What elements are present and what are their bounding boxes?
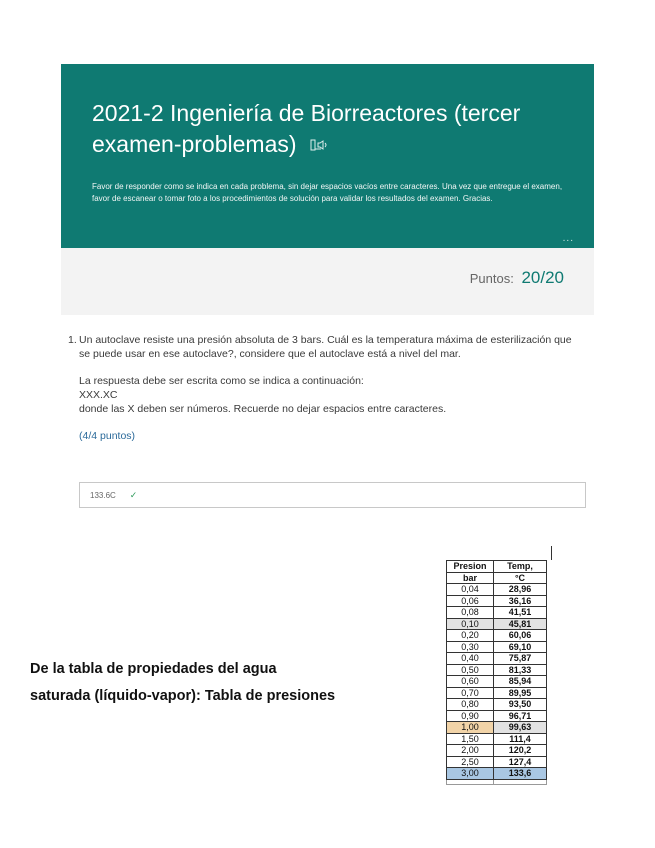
table-row bbox=[447, 584, 547, 596]
pressure-cell: 0,90 bbox=[447, 710, 494, 722]
table-row bbox=[447, 722, 547, 734]
pressure-cell: 0,20 bbox=[447, 630, 494, 642]
table-row bbox=[447, 595, 547, 607]
form-title bbox=[92, 98, 562, 161]
temp-cell: 120,2 bbox=[494, 745, 547, 757]
temp-cell: 28,96 bbox=[494, 584, 547, 596]
score-display bbox=[470, 268, 564, 288]
pressure-cell: 1,50 bbox=[447, 733, 494, 745]
temp-cell: 81,33 bbox=[494, 664, 547, 676]
answer-field[interactable] bbox=[79, 482, 586, 508]
table-row bbox=[447, 699, 547, 711]
temp-cell: 69,10 bbox=[494, 641, 547, 653]
table-row bbox=[447, 630, 547, 642]
question-instruction: La respuesta debe ser escrita como se indica a continuación: bbox=[79, 375, 364, 387]
temp-cell: 75,87 bbox=[494, 653, 547, 665]
correct-check-icon: ✓ bbox=[129, 490, 138, 500]
pressure-cell: 0,06 bbox=[447, 595, 494, 607]
temp-cell: 96,71 bbox=[494, 710, 547, 722]
temp-cell: 60,06 bbox=[494, 630, 547, 642]
more-options-icon[interactable]: ... bbox=[562, 233, 574, 244]
table-row bbox=[447, 641, 547, 653]
pressure-cell: 0,10 bbox=[447, 618, 494, 630]
pressure-table bbox=[446, 560, 547, 785]
pressure-cell: 0,08 bbox=[447, 607, 494, 619]
pressure-cell: 0,60 bbox=[447, 676, 494, 688]
temp-cell: 99,63 bbox=[494, 722, 547, 734]
table-row-cropped bbox=[447, 779, 547, 784]
question-text: Un autoclave resiste una presión absoluta de 3 bars. Cuál es la temperatura máxima de esterilización que se puede usar en ese autoclave?, considere que el autoclave está a nivel del mar. bbox=[79, 334, 572, 360]
pressure-cell: 0,70 bbox=[447, 687, 494, 699]
score-value: 20/20 bbox=[521, 268, 564, 287]
header-pressure: Presion bbox=[447, 561, 494, 573]
table-row bbox=[447, 618, 547, 630]
form-header bbox=[61, 64, 594, 248]
pressure-cell: 0,04 bbox=[447, 584, 494, 596]
pressure-cell: 2,50 bbox=[447, 756, 494, 768]
temp-cell: 36,16 bbox=[494, 595, 547, 607]
table-row bbox=[447, 745, 547, 757]
pressure-cell: 1,00 bbox=[447, 722, 494, 734]
question-points: (4/4 puntos) bbox=[79, 430, 136, 442]
pressure-cell: 2,00 bbox=[447, 745, 494, 757]
caption-line-1: De la tabla de propiedades del agua bbox=[30, 661, 277, 677]
pressure-cell: 3,00 bbox=[447, 768, 494, 780]
header-temp: Temp, bbox=[494, 561, 547, 573]
temp-cell: 93,50 bbox=[494, 699, 547, 711]
form-description: Favor de responder como se indica en cada problema, sin dejar espacios vacíos entre caracteres. Una vez que entregue el examen, favor de escanear o tomar foto a los procedimientos de solución para validar los resultados del examen. Gracias. bbox=[92, 182, 563, 203]
temp-cell: 89,95 bbox=[494, 687, 547, 699]
question-1 bbox=[68, 333, 578, 443]
form-title-text: 2021-2 Ingeniería de Biorreactores (tercer examen-problemas) bbox=[92, 100, 521, 157]
pressure-cell: 0,50 bbox=[447, 664, 494, 676]
question-note: donde las X deben ser números. Recuerde no dejar espacios entre caracteres. bbox=[79, 403, 447, 415]
temp-cell: 41,51 bbox=[494, 607, 547, 619]
answer-value: 133.6C bbox=[90, 491, 116, 500]
question-format: XXX.XC bbox=[79, 389, 118, 401]
temp-cell: 127,4 bbox=[494, 756, 547, 768]
table-row bbox=[447, 687, 547, 699]
question-number: 1. bbox=[68, 334, 77, 346]
pressure-cell: 0,30 bbox=[447, 641, 494, 653]
table-row bbox=[447, 664, 547, 676]
table-row bbox=[447, 768, 547, 780]
table-row bbox=[447, 710, 547, 722]
table-row bbox=[447, 607, 547, 619]
table-row bbox=[447, 676, 547, 688]
temp-cell: 111,4 bbox=[494, 733, 547, 745]
header-pressure-unit: bar bbox=[447, 572, 494, 584]
table-caption bbox=[30, 656, 410, 710]
table-row bbox=[447, 653, 547, 665]
table-row bbox=[447, 756, 547, 768]
temp-cell: 133,6 bbox=[494, 768, 547, 780]
pressure-cell: 0,40 bbox=[447, 653, 494, 665]
temp-cell: 45,81 bbox=[494, 618, 547, 630]
score-panel bbox=[61, 248, 594, 315]
immersive-reader-icon[interactable] bbox=[309, 130, 329, 161]
temp-cell: 85,94 bbox=[494, 676, 547, 688]
header-temp-unit: °C bbox=[494, 572, 547, 584]
table-border-line bbox=[551, 546, 552, 560]
table-row bbox=[447, 733, 547, 745]
caption-line-2: saturada (líquido-vapor): Tabla de presiones bbox=[30, 688, 336, 704]
score-label: Puntos: bbox=[469, 271, 514, 286]
pressure-cell: 0,80 bbox=[447, 699, 494, 711]
